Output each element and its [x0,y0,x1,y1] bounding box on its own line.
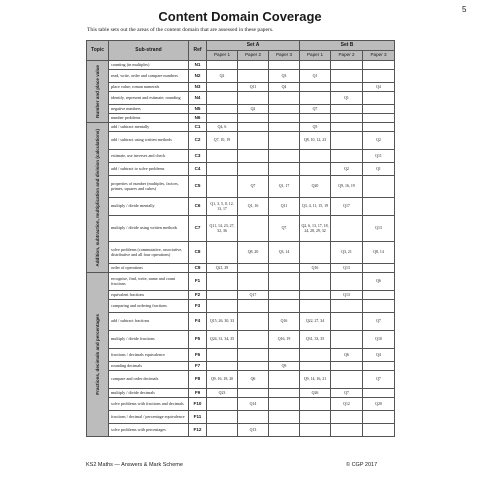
topic-label: Fractions, decimals and percentages [94,314,100,395]
question-cell-a1 [207,349,238,362]
substrand-cell: read, write, order and compare numbers [109,70,189,83]
question-cell-b2 [331,411,363,424]
question-cell-b2 [331,132,363,150]
ref-cell: F11 [189,411,207,424]
question-cell-b2 [331,150,363,163]
page-number: 5 [462,5,467,14]
question-cell-b2: Q13 [331,264,363,273]
question-cell-b3 [363,114,395,123]
question-cell-b3: Q7 [363,371,395,389]
question-cell-a1 [207,61,238,70]
table-row [87,150,395,163]
substrand-cell: properties of number (multiples, factors, primes, squares and cubes) [109,176,189,198]
question-cell-a2 [238,163,269,176]
question-cell-a3 [269,273,300,291]
question-cell-a3: Q3, 14 [269,242,300,264]
ref-cell: F2 [189,291,207,300]
substrand-cell: recognise, find, write, name and count fractions [109,273,189,291]
question-cell-b3: Q6 [363,273,395,291]
question-cell-b3 [363,411,395,424]
substrand-cell: compare and order decimals [109,371,189,389]
question-cell-a2 [238,114,269,123]
question-cell-b3: Q1 [363,163,395,176]
question-cell-a1: Q23 [207,389,238,398]
question-cell-b1 [300,349,331,362]
question-cell-b1 [300,163,331,176]
question-cell-a3 [269,411,300,424]
ref-cell: C2 [189,132,207,150]
question-cell-a2: Q2 [238,105,269,114]
substrand-header: Sub-strand [109,41,189,61]
substrand-cell: equivalent fractions [109,291,189,300]
substrand-cell: number problems [109,114,189,123]
topic-cell [87,61,109,123]
substrand-cell: solve problems with percentages [109,424,189,437]
ref-cell: F4 [189,313,207,331]
substrand-cell: multiply / divide mentally [109,198,189,216]
question-cell-b3: Q20 [363,398,395,411]
question-cell-a3 [269,132,300,150]
question-cell-a3: Q1, 17 [269,176,300,198]
set-a-paper-1-header: Paper 1 [207,51,238,61]
question-cell-a2: Q13 [238,424,269,437]
question-cell-b3: Q11 [363,150,395,163]
table-row [87,264,395,273]
table-row [87,61,395,70]
ref-cell: C4 [189,163,207,176]
question-cell-b1 [300,83,331,92]
ref-cell: N1 [189,61,207,70]
question-cell-b2 [331,424,363,437]
footer-right: © CGP 2017 [346,462,378,468]
ref-cell: F1 [189,273,207,291]
question-cell-a3 [269,105,300,114]
question-cell-b2: Q2 [331,163,363,176]
substrand-cell: rounding decimals [109,362,189,371]
question-cell-b2: Q7 [331,389,363,398]
substrand-cell: fractions / decimals equivalence [109,349,189,362]
ref-cell: N4 [189,92,207,105]
ref-cell: F6 [189,349,207,362]
question-cell-a1 [207,150,238,163]
substrand-cell: identify, represent and estimate; rounding [109,92,189,105]
table-row [87,83,395,92]
substrand-cell: add / subtract fractions [109,313,189,331]
question-cell-a1 [207,411,238,424]
table-row [87,371,395,389]
question-cell-a3: Q11 [269,198,300,216]
substrand-cell: multiply / divide using written methods [109,216,189,242]
topic-cell [87,123,109,273]
question-cell-a1: Q1, 3, 5, 8, 12, 13, 17 [207,198,238,216]
question-cell-a3: Q9 [269,362,300,371]
question-cell-b3 [363,61,395,70]
question-cell-b3: Q10 [363,331,395,349]
ref-cell: N2 [189,70,207,83]
question-cell-b3: Q4 [363,83,395,92]
question-cell-b2: Q13 [331,291,363,300]
question-cell-a2 [238,123,269,132]
question-cell-b1: Q16 [300,264,331,273]
question-cell-b1: Q26 [300,389,331,398]
ref-header: Ref [189,41,207,61]
table-row [87,114,395,123]
substrand-cell: multiply / divide decimals [109,389,189,398]
question-cell-a1 [207,362,238,371]
table-row [87,216,395,242]
question-cell-a2 [238,389,269,398]
question-cell-a2 [238,132,269,150]
question-cell-b1 [300,362,331,371]
question-cell-b2: Q12 [331,398,363,411]
question-cell-b2: Q9, 16, 19 [331,176,363,198]
substrand-cell: order of operations [109,264,189,273]
set-b-paper-1-header: Paper 1 [300,51,331,61]
question-cell-a1: Q4, 6 [207,123,238,132]
question-cell-b3 [363,389,395,398]
table-row [87,389,395,398]
table-row [87,424,395,437]
question-cell-b1: Q9, 14, 16, 21 [300,371,331,389]
coverage-table-body [87,61,395,437]
question-cell-a2: Q7 [238,176,269,198]
substrand-cell: place value; roman numerals [109,83,189,92]
question-cell-a1: Q21, 29 [207,264,238,273]
coverage-table [86,40,395,437]
question-cell-a2 [238,411,269,424]
question-cell-a1 [207,300,238,313]
question-cell-b3 [363,198,395,216]
table-row [87,105,395,114]
question-cell-b2: Q17 [331,198,363,216]
question-cell-a1: Q9, 16, 18, 20 [207,371,238,389]
question-cell-b3: Q4 [363,349,395,362]
question-cell-a3: Q4 [269,83,300,92]
question-cell-b3: Q7 [363,313,395,331]
intro-text: This table sets out the areas of the content domain that are assessed in these papers. [87,27,274,33]
question-cell-b3: Q8, 14 [363,242,395,264]
topic-cell [87,273,109,437]
question-cell-a3 [269,389,300,398]
question-cell-a3 [269,61,300,70]
question-cell-b1 [300,92,331,105]
substrand-cell: fractions / decimal / percentage equivalence [109,411,189,424]
question-cell-b2 [331,273,363,291]
ref-cell: F12 [189,424,207,437]
question-cell-a2: Q1, 16 [238,198,269,216]
ref-cell: C9 [189,264,207,273]
question-cell-b2: Q3, 21 [331,242,363,264]
set-b-paper-3-header: Paper 3 [363,51,395,61]
question-cell-b1 [300,273,331,291]
question-cell-a2 [238,264,269,273]
question-cell-a2: Q6 [238,371,269,389]
question-cell-b3 [363,176,395,198]
table-row [87,273,395,291]
table-row [87,362,395,371]
question-cell-a3 [269,123,300,132]
question-cell-b2 [331,105,363,114]
ref-cell: C8 [189,242,207,264]
topic-label: Addition, subtraction, multiplication and division (calculations) [94,128,100,267]
table-row [87,163,395,176]
question-cell-b3 [363,362,395,371]
question-cell-a1 [207,92,238,105]
ref-cell: F7 [189,362,207,371]
table-row [87,411,395,424]
question-cell-a1 [207,273,238,291]
question-cell-a1 [207,83,238,92]
question-cell-a1 [207,398,238,411]
question-cell-b3 [363,123,395,132]
question-cell-a2: Q11 [238,83,269,92]
question-cell-a1 [207,242,238,264]
table-row [87,291,395,300]
ref-cell: F8 [189,371,207,389]
question-cell-b1: Q2, 6, 13, 17, 18, 24, 28, 29, 32 [300,216,331,242]
table-row [87,132,395,150]
question-cell-a3 [269,163,300,176]
question-cell-a2 [238,273,269,291]
question-cell-b3 [363,264,395,273]
table-row [87,242,395,264]
ref-cell: C3 [189,150,207,163]
page-title: Content Domain Coverage [158,9,322,24]
ref-cell: N6 [189,114,207,123]
question-cell-b3 [363,300,395,313]
question-cell-b1 [300,61,331,70]
question-cell-a1 [207,176,238,198]
question-cell-a3 [269,349,300,362]
substrand-cell: add / subtract mentally [109,123,189,132]
question-cell-a1: Q15, 26, 30, 33 [207,313,238,331]
question-cell-a3 [269,398,300,411]
question-cell-a3: Q16, 19 [269,331,300,349]
question-cell-b1: Q3, 4, 11, 15, 19 [300,198,331,216]
ref-cell: N3 [189,83,207,92]
question-cell-b1 [300,411,331,424]
footer-left: KS2 Maths — Answers & Mark Scheme [86,462,183,468]
question-cell-a1: Q24, 31, 34, 35 [207,331,238,349]
table-row [87,123,395,132]
question-cell-a3: Q16 [269,313,300,331]
question-cell-b1: Q7 [300,105,331,114]
topic-label: Number and place value [94,65,100,118]
question-cell-a3 [269,291,300,300]
question-cell-a1 [207,291,238,300]
ref-cell: F10 [189,398,207,411]
ref-cell: C6 [189,198,207,216]
question-cell-a1 [207,105,238,114]
question-cell-b3 [363,424,395,437]
question-cell-a3 [269,114,300,123]
question-cell-a3: Q7 [269,216,300,242]
ref-cell: F3 [189,300,207,313]
question-cell-a3 [269,264,300,273]
question-cell-a3 [269,371,300,389]
question-cell-b1 [300,242,331,264]
question-cell-b1: Q20 [300,176,331,198]
question-cell-b1 [300,114,331,123]
question-cell-a1 [207,114,238,123]
table-row [87,313,395,331]
question-cell-b2 [331,331,363,349]
question-cell-a3 [269,92,300,105]
question-cell-b2 [331,83,363,92]
substrand-cell: comparing and ordering fractions [109,300,189,313]
table-row [87,349,395,362]
question-cell-b3 [363,92,395,105]
question-cell-b1 [300,398,331,411]
substrand-cell: counting (in multiples) [109,61,189,70]
table-row [87,300,395,313]
question-cell-a2: Q14 [238,398,269,411]
question-cell-b3 [363,70,395,83]
question-cell-a2 [238,313,269,331]
question-cell-b2 [331,61,363,70]
substrand-cell: negative numbers [109,105,189,114]
substrand-cell: add / subtract to solve problems [109,163,189,176]
question-cell-b3 [363,291,395,300]
question-cell-b1: Q31, 33, 35 [300,331,331,349]
question-cell-a2 [238,70,269,83]
ref-cell: C7 [189,216,207,242]
question-cell-b2 [331,114,363,123]
topic-header: Topic [87,41,109,61]
question-cell-a3: Q3 [269,70,300,83]
question-cell-b2 [331,216,363,242]
question-cell-a1: Q7, 10, 19 [207,132,238,150]
table-row [87,92,395,105]
question-cell-b1: Q22, 27, 34 [300,313,331,331]
ref-cell: F9 [189,389,207,398]
question-cell-a1 [207,163,238,176]
ref-cell: F5 [189,331,207,349]
question-cell-b2 [331,70,363,83]
table-row [87,198,395,216]
substrand-cell: solve problems (commutative, associative, distributive and all four operations) [109,242,189,264]
question-cell-a2 [238,362,269,371]
table-row [87,176,395,198]
question-cell-a1 [207,424,238,437]
question-cell-b1: Q5 [300,123,331,132]
set-a-paper-2-header: Paper 2 [238,51,269,61]
table-row [87,70,395,83]
question-cell-a2 [238,349,269,362]
question-cell-b2: Q6 [331,349,363,362]
substrand-cell: estimate, use inverses and check [109,150,189,163]
table-row [87,398,395,411]
ref-cell: N5 [189,105,207,114]
question-cell-a2: Q8, 20 [238,242,269,264]
substrand-cell: solve problems with fractions and decimals [109,398,189,411]
substrand-cell: add / subtract using written methods [109,132,189,150]
set-b-header: Set B [300,41,395,51]
question-cell-a2 [238,331,269,349]
question-cell-b1 [300,424,331,437]
question-cell-b2 [331,313,363,331]
question-cell-b3: Q13 [363,216,395,242]
question-cell-a1: Q2 [207,70,238,83]
question-cell-b1: Q8, 10, 12, 23 [300,132,331,150]
question-cell-b1 [300,300,331,313]
question-cell-b2 [331,300,363,313]
set-b-paper-2-header: Paper 2 [331,51,363,61]
question-cell-b2 [331,123,363,132]
question-cell-a2 [238,150,269,163]
ref-cell: C5 [189,176,207,198]
question-cell-b3 [363,105,395,114]
question-cell-a2: Q17 [238,291,269,300]
substrand-cell: multiply / divide fractions [109,331,189,349]
ref-cell: C1 [189,123,207,132]
question-cell-b2 [331,362,363,371]
question-cell-a2 [238,61,269,70]
set-a-header: Set A [207,41,300,51]
question-cell-a1: Q11, 14, 23, 27, 32, 36 [207,216,238,242]
question-cell-a3 [269,150,300,163]
question-cell-b3: Q2 [363,132,395,150]
question-cell-a3 [269,424,300,437]
question-cell-b2: Q1 [331,92,363,105]
question-cell-b2 [331,371,363,389]
question-cell-a3 [269,300,300,313]
table-row [87,331,395,349]
question-cell-a2 [238,300,269,313]
question-cell-a2 [238,216,269,242]
question-cell-b1 [300,150,331,163]
question-cell-a2 [238,92,269,105]
question-cell-b1 [300,291,331,300]
set-a-paper-3-header: Paper 3 [269,51,300,61]
question-cell-b1: Q1 [300,70,331,83]
